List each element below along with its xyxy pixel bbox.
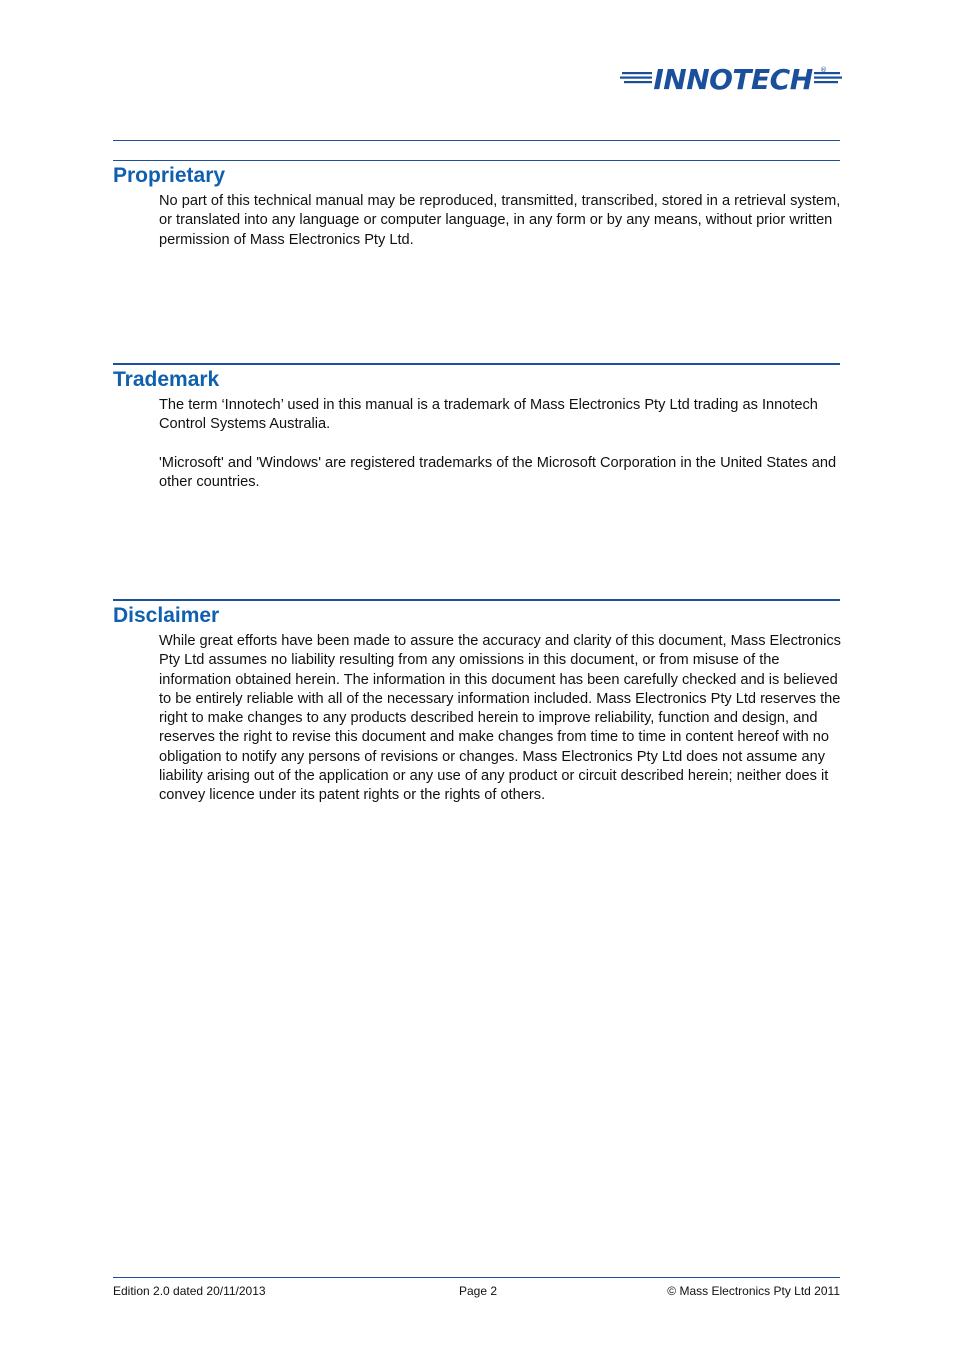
footer-copyright: © Mass Electronics Pty Ltd 2011 [667,1284,840,1298]
page-footer [113,1283,840,1299]
registered-mark: ® [820,66,827,74]
innotech-logo [620,60,842,94]
footer-rule [113,1277,840,1278]
footer-page-number: Page 2 [459,1284,498,1298]
section-body-proprietary [159,192,841,250]
paragraph: No part of this technical manual may be reproduced, transmitted, transcribed, stored in a retrieval system, or translated into any language or computer language, in any form or by any means, without prior written permission of Mass Electronics Pty Ltd. [159,193,841,248]
paragraph: The term ‘Innotech’ used in this manual is a trademark of Mass Electronics Pty Ltd trading as Innotech Control Systems Australia. [159,397,818,433]
section-heading-trademark: Trademark [113,368,220,391]
section-body-disclaimer [159,632,841,806]
footer-edition: Edition 2.0 dated 20/11/2013 [113,1284,266,1298]
paragraph: 'Microsoft' and 'Windows' are registered trademarks of the Microsoft Corporation in the United States and other countries. [159,454,837,490]
section-heading-disclaimer: Disclaimer [113,604,220,627]
header-rule [113,140,840,141]
section-body-trademark [159,396,841,492]
innotech-logo-mark [620,60,842,94]
section-heading-proprietary: Proprietary [113,164,226,187]
logo-wordmark: INNOTECH [653,63,813,94]
section-rule-trademark [113,363,840,365]
section-rule-proprietary [113,160,840,161]
paragraph: While great efforts have been made to assure the accuracy and clarity of this document, Mass Electronics Pty Ltd assumes no liability resulting from any omissions in this document, or from misuse of the information obtained herein. The information in this document has been carefully checked and is believed to be entirely reliable with all of the necessary information included. Mass Electronics Pty Ltd reserves the right to make changes to any products described herein to improve reliability, function and design, and reserves the right to revise this document and make changes from time to time in content hereof with no obligation to notify any persons of revisions or changes. Mass Electronics Pty Ltd does not assume any liability arising out of the application or any use of any product or circuit described herein; neither does it convey licence under its patent rights or the rights of others. [159,633,841,804]
section-rule-disclaimer [113,599,840,601]
